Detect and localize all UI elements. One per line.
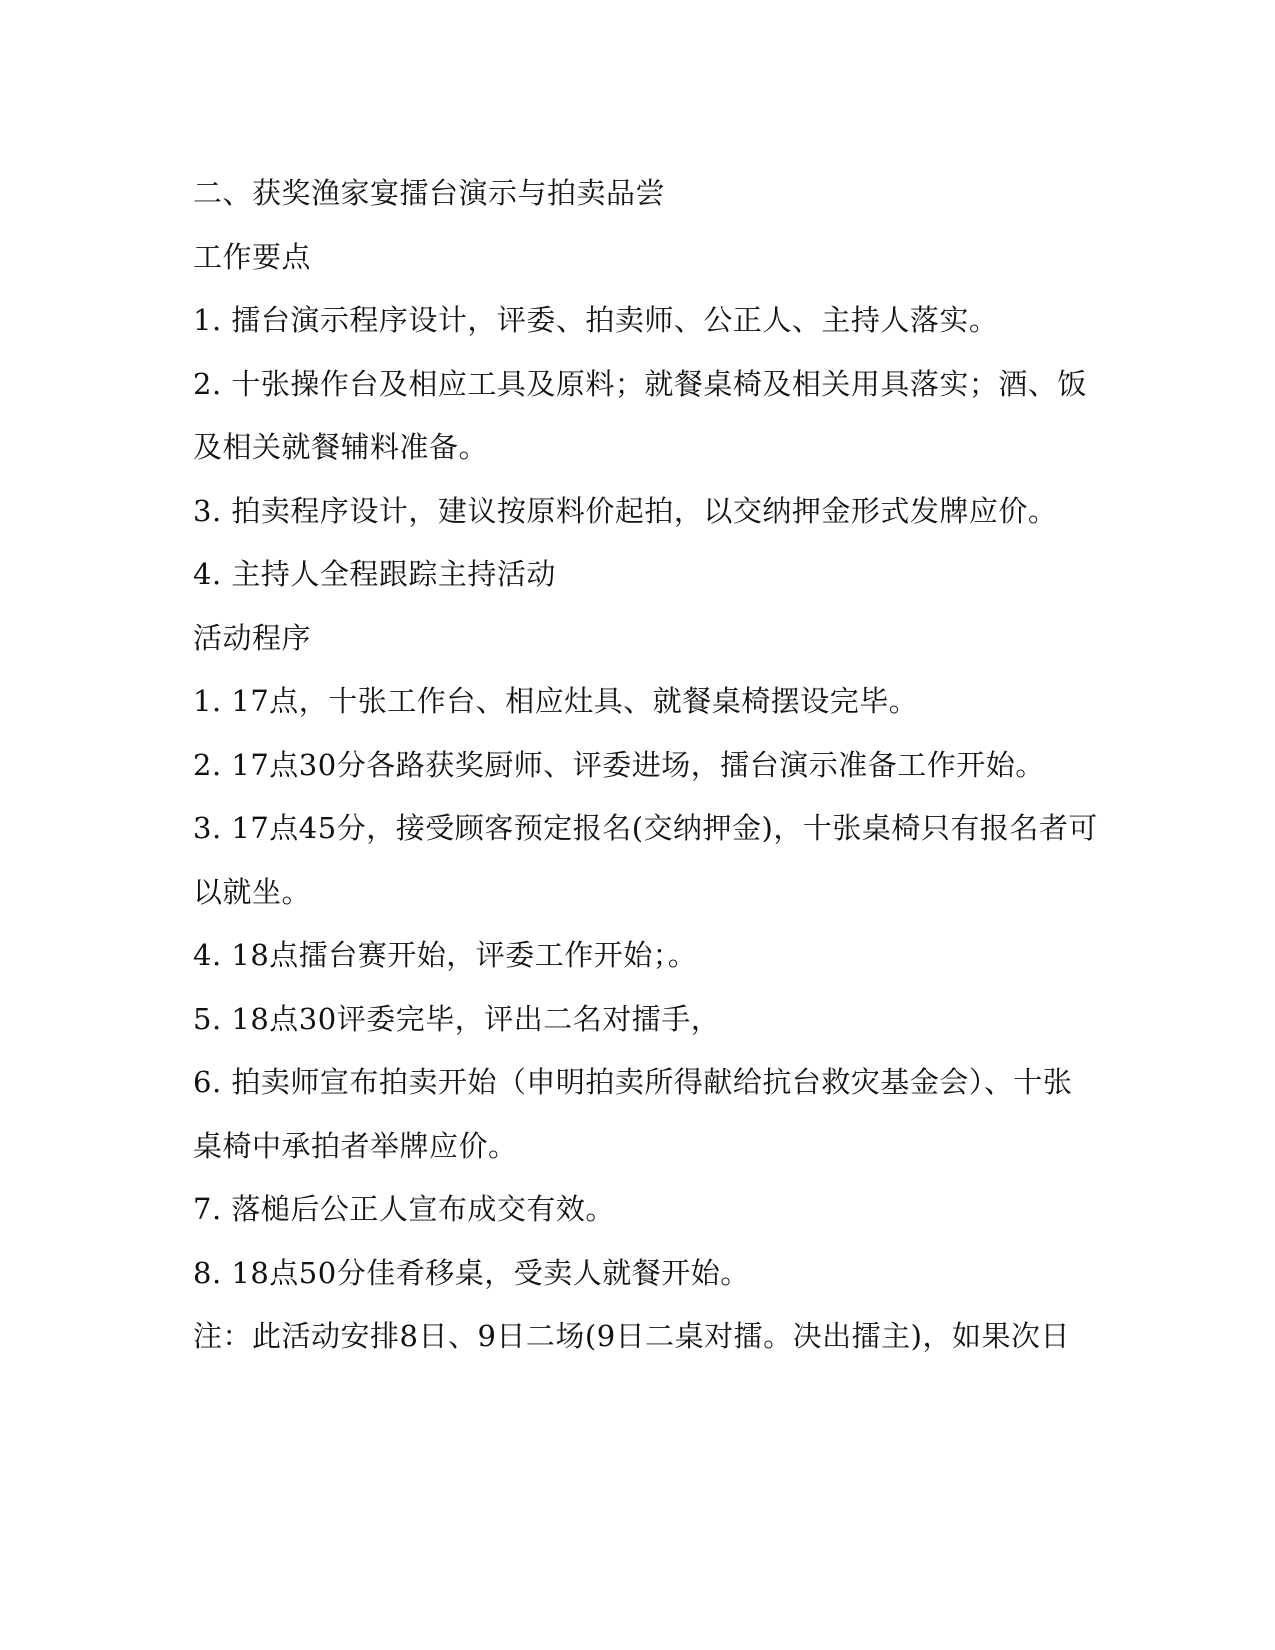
- procedure-step-1: 1. 17点，十张工作台、相应灶具、就餐桌椅摆设完毕。: [193, 684, 919, 718]
- work-point-4: 4. 主持人全程跟踪主持活动: [193, 557, 556, 591]
- procedure-step-8: 8. 18点50分佳肴移桌，受卖人就餐开始。: [193, 1255, 750, 1290]
- procedure-step-5: 5. 18点30评委完毕，评出二名对擂手，: [193, 1001, 721, 1036]
- note-line: 注：此活动安排8日、9日二场(9日二桌对擂。决出擂主)，如果次日: [193, 1319, 1070, 1353]
- procedure-step-3: 3. 17点45分，接受顾客预定报名(交纳押金)，十张桌椅只有报名者可: [193, 811, 1098, 845]
- procedure-step-2: 2. 17点30分各路获奖厨师、评委进场，擂台演示准备工作开始。: [193, 747, 1045, 782]
- subheading-work-points: 工作要点: [193, 239, 312, 274]
- procedure-step-3-continued: 以就坐。: [193, 874, 312, 909]
- section-heading: 二、获奖渔家宴擂台演示与拍卖品尝: [193, 176, 666, 210]
- work-point-2: 2. 十张操作台及相应工具及原料；就餐桌椅及相关用具落实；酒、饭: [193, 366, 1087, 401]
- work-point-1: 1. 擂台演示程序设计，评委、拍卖师、公正人、主持人落实。: [193, 303, 999, 337]
- document-body: [193, 162, 1098, 1369]
- procedure-step-6: 6. 拍卖师宣布拍卖开始（申明拍卖所得献给抗台救灾基金会）、十张: [193, 1065, 1073, 1099]
- procedure-step-7: 7. 落槌后公正人宣布成交有效。: [193, 1192, 615, 1226]
- procedure-step-4: 4. 18点擂台赛开始，评委工作开始；。: [193, 938, 698, 972]
- work-point-3: 3. 拍卖程序设计，建议按原料价起拍，以交纳押金形式发牌应价。: [193, 493, 1058, 528]
- subheading-procedure: 活动程序: [193, 620, 312, 655]
- procedure-step-6-continued: 桌椅中承拍者举牌应价。: [193, 1128, 518, 1163]
- work-point-2-continued: 及相关就餐辅料准备。: [193, 430, 489, 464]
